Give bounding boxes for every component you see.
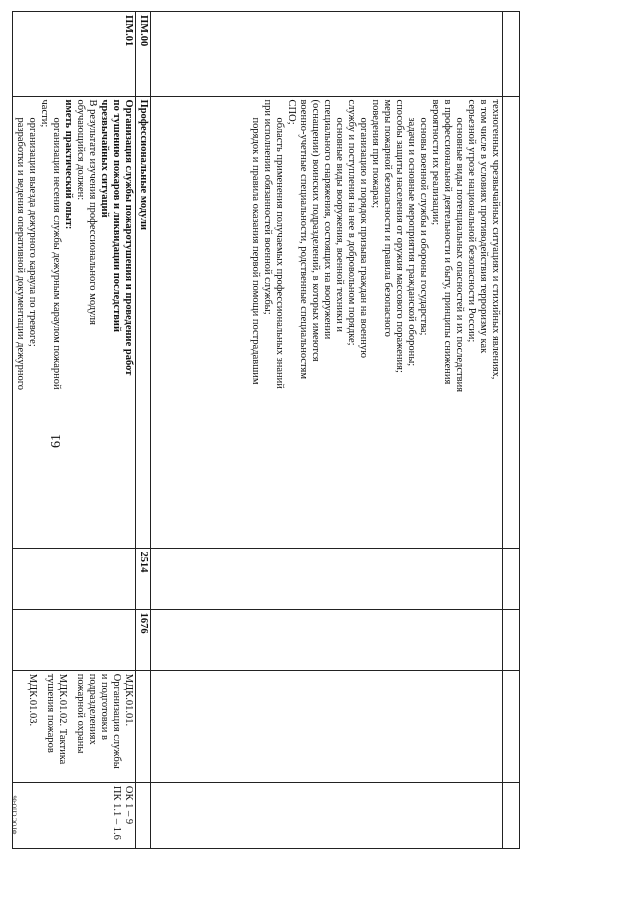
- pm00-hours: 1676: [136, 609, 151, 670]
- line: область применения получаемых профессиональных знаний: [274, 117, 285, 389]
- pm01-title-line: чрезвычайных ситуаций: [99, 99, 110, 218]
- line: СПО;: [286, 99, 297, 125]
- mdk-line: и подготовки в: [99, 673, 110, 740]
- line: основы военной службы и обороны государства;: [418, 117, 429, 336]
- line: обучающийся должен:: [75, 99, 86, 201]
- line: способы защиты населения от оружия массового поражения;: [394, 99, 405, 373]
- pm01-mdk-cell: [13, 670, 136, 782]
- mdk-line: пожарной охраны: [75, 673, 86, 754]
- mdk-line: МДК.01.03.: [27, 673, 38, 727]
- line: В результате изучения профессионального модуля: [87, 99, 98, 325]
- line: меры пожарной безопасности и правила безопасного: [382, 99, 393, 337]
- page-number: 61: [49, 434, 64, 448]
- line: организацию и порядок призыва граждан на военную: [358, 117, 369, 358]
- mdk-line: тушения пожаров: [45, 673, 56, 753]
- curriculum-table: [12, 11, 520, 849]
- continued-text-cell: [151, 96, 503, 548]
- line: части;: [39, 99, 50, 128]
- table-row-header-stub: [503, 12, 520, 849]
- line: поведения при пожарах;: [370, 99, 381, 209]
- line: разработки и ведения оперативной документации дежурного: [15, 117, 26, 391]
- line: в профессиональной деятельности и быту, принципы снижения: [442, 99, 453, 385]
- competence: ОК 1 – 9: [123, 785, 134, 825]
- mdk-line: подразделениях: [87, 673, 98, 745]
- pm00-title: Профессиональные модули: [136, 96, 151, 548]
- line: техногенных чрезвычайных ситуациях и стихийных явлениях,: [490, 99, 501, 380]
- pm01-description: [13, 96, 136, 548]
- practice-label: иметь практический опыт:: [63, 99, 74, 230]
- competence: ПК 1.1 – 1.6: [111, 785, 122, 840]
- table-row-pm01: [13, 12, 136, 849]
- line: специального снаряжения, состоящих на вооружении: [322, 99, 333, 340]
- line: основные виды потенциальных опасностей и их последствия: [454, 117, 465, 393]
- line: задачи и основные мероприятия гражданской обороны;: [406, 117, 417, 367]
- pm01-competences-cell: [13, 782, 136, 848]
- line: организации несения службы дежурным караулом пожарной: [51, 117, 62, 390]
- pm01-title-line: по тушению пожаров и ликвидации последствий: [111, 99, 122, 333]
- line: в том числе в условиях противодействия терроризму как: [478, 99, 489, 354]
- pm01-title-line: Организация службы пожаротушения и проведение работ: [123, 99, 134, 376]
- pm00-total: 2514: [136, 548, 151, 609]
- table-row-continued: [151, 12, 503, 849]
- mdk-line: Организация службы: [111, 673, 122, 769]
- table-row-pm00: [136, 12, 151, 849]
- mdk-line: МДК.01.01.: [123, 673, 134, 727]
- line: порядок и правила оказания первой помощи пострадавшим: [250, 117, 261, 385]
- line: основные виды вооружения, военной техники и: [334, 117, 345, 333]
- pm00-code: ПМ.00: [136, 12, 151, 97]
- line: (оснащении) воинских подразделений, в которых имеются: [310, 99, 321, 362]
- footer-code: ФГОС СПО-06: [12, 795, 19, 835]
- line: службу и поступления на нее в добровольном порядке;: [346, 99, 357, 346]
- mdk-line: МДК.01.02. Тактика: [57, 673, 68, 765]
- line: военно-учетные специальности, родственные специальностям: [298, 99, 309, 379]
- line: вероятности их реализации;: [430, 99, 441, 226]
- pm01-code: ПМ.01: [13, 12, 136, 97]
- line: при исполнении обязанностей военной службы;: [262, 99, 273, 315]
- line: серьезной угрозе национальной безопасности России;: [466, 99, 477, 343]
- line: организации выезда дежурного караула по тревоге;: [27, 117, 38, 347]
